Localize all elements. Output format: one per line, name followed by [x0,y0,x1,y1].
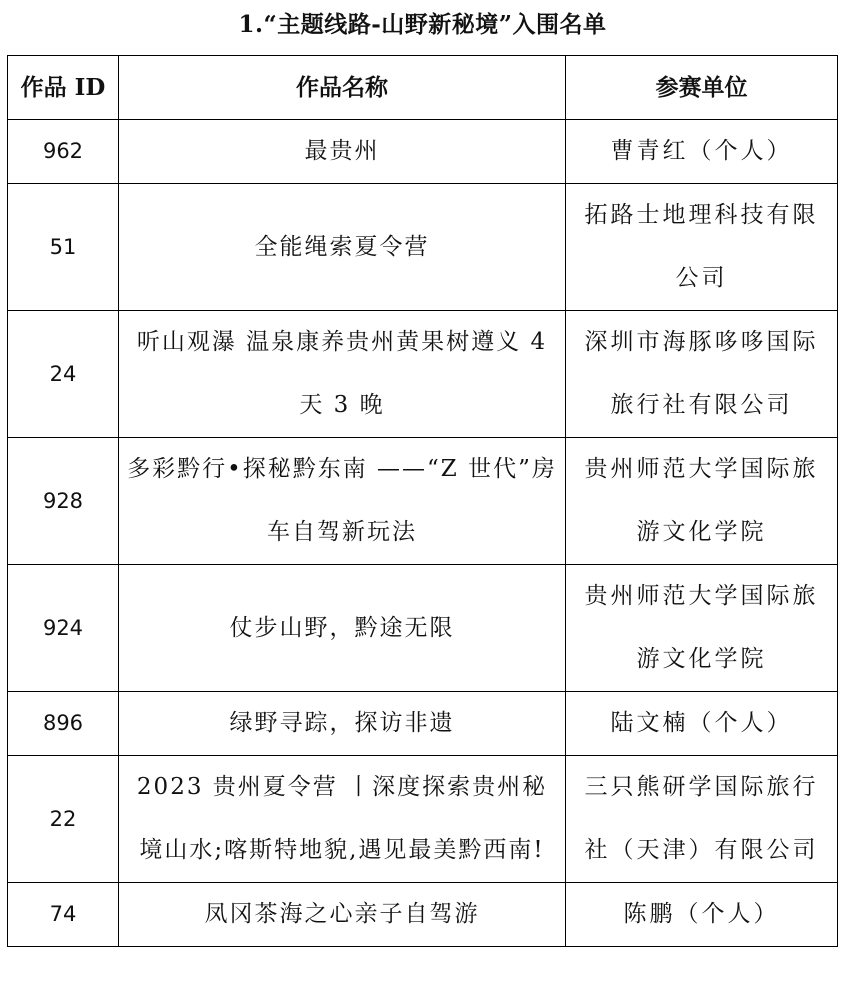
entrant-unit-cell: 贵州师范大学国际旅游文化学院 [566,565,838,692]
entrant-unit-cell: 曹青红（个人） [566,120,838,184]
work-name-cell: 多彩黔行•探秘黔东南 ——“Z 世代”房车自驾新玩法 [119,438,566,565]
header-work-name: 作品名称 [119,56,566,120]
table-row [8,883,838,947]
work-name-cell: 绿野寻踪，探访非遗 [119,692,566,756]
table-header-row [8,56,838,120]
entrant-unit-cell: 陈鹏（个人） [566,883,838,947]
table-row [8,756,838,883]
work-name-cell: 仗步山野，黔途无限 [119,565,566,692]
work-id-cell: 896 [8,692,119,756]
table-row [8,184,838,311]
table-row [8,120,838,184]
work-id-cell: 22 [8,756,119,883]
header-entrant-unit: 参赛单位 [566,56,838,120]
shortlist-table [7,55,838,947]
document-title: 1.“主题线路-山野新秘境”入围名单 [238,11,607,38]
table-row [8,565,838,692]
work-name-cell: 听山观瀑 温泉康养贵州黄果树遵义 4 天 3 晚 [119,311,566,438]
work-name-cell: 2023 贵州夏令营 丨深度探索贵州秘境山水;喀斯特地貌,遇见最美黔西南! [119,756,566,883]
table-row [8,692,838,756]
entrant-unit-cell: 深圳市海豚哆哆国际旅行社有限公司 [566,311,838,438]
entrant-unit-cell: 拓路士地理科技有限公司 [566,184,838,311]
work-name-cell: 最贵州 [119,120,566,184]
work-id-cell: 51 [8,184,119,311]
entrant-unit-cell: 陆文楠（个人） [566,692,838,756]
work-id-cell: 924 [8,565,119,692]
table-row [8,438,838,565]
work-id-cell: 928 [8,438,119,565]
work-name-cell: 全能绳索夏令营 [119,184,566,311]
work-id-cell: 24 [8,311,119,438]
entrant-unit-cell: 贵州师范大学国际旅游文化学院 [566,438,838,565]
work-id-cell: 962 [8,120,119,184]
table-row [8,311,838,438]
work-id-cell: 74 [8,883,119,947]
entrant-unit-cell: 三只熊研学国际旅行社（天津）有限公司 [566,756,838,883]
header-work-id: 作品 ID [8,56,119,120]
work-name-cell: 凤冈茶海之心亲子自驾游 [119,883,566,947]
